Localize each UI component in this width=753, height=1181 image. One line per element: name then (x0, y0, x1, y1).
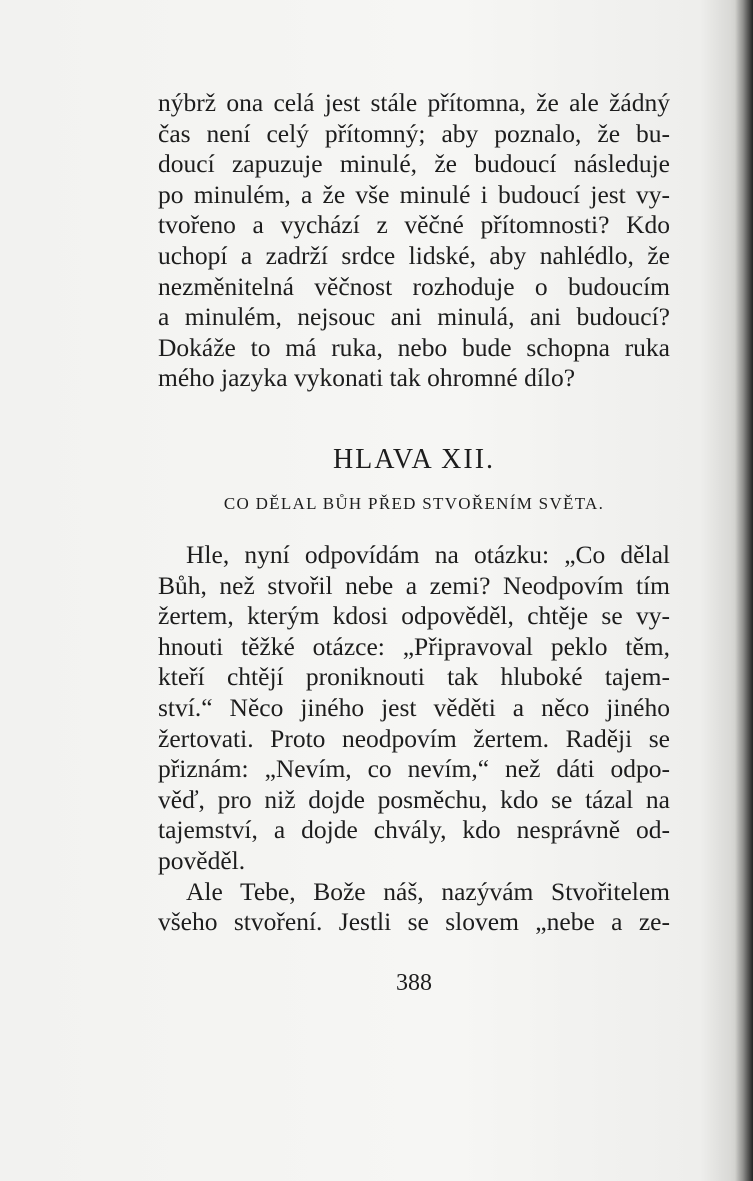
text-line: Hle, nyní odpovídám na otázku: „Co dělal (186, 540, 670, 569)
text-line: uchopí a zadrží srdce lidské, aby nahlédlo, že (158, 240, 670, 270)
book-spine-shadow (735, 0, 753, 1181)
text-line: po minulém, a že vše minulé i budoucí jest vy- (158, 179, 670, 209)
text-line: věď, pro niž dojde posměchu, kdo se tázal na (158, 784, 670, 814)
text-line: hnouti těžké otázce: „Připravoval peklo těm, (158, 631, 670, 661)
text-line: tajemství, a dojde chvály, kdo nesprávně od- (158, 815, 670, 845)
text-line: a minulém, nejsouc ani minulá, ani budoucí? (158, 302, 670, 332)
opening-paragraph (158, 88, 670, 394)
text-line: mého jazyka vykonati tak ohromné dílo? (158, 363, 576, 393)
text-line: Ale Tebe, Bože náš, nazývám Stvořitelem (186, 876, 670, 906)
text-line: všeho stvoření. Jestli se slovem „nebe a ze- (158, 907, 670, 937)
text-line: tvořeno a vychází z věčné přítomnosti? Kdo (158, 210, 670, 240)
text-line: žertem, kterým kdosi odpověděl, chtěje se vy- (158, 601, 670, 631)
text-line: pověděl. (158, 845, 246, 875)
chapter-title: HLAVA XII. (332, 444, 496, 475)
text-line: doucí zapuzuje minulé, že budoucí následuje (158, 149, 670, 179)
text-line: přiznám: „Nevím, co nevím,“ než dáti odpo- (158, 754, 670, 784)
text-line: žertovati. Proto neodpovím žertem. Raději se (158, 723, 670, 753)
text-line: kteří chtějí proniknouti tak hluboké tajem- (158, 662, 670, 692)
paragraph-1 (158, 540, 670, 877)
paragraph-2 (158, 877, 670, 938)
text-line: Bůh, než stvořil nebe a zemi? Neodpovím tím (158, 570, 670, 600)
text-line: ství.“ Něco jiného jest věděti a něco jiného (158, 692, 670, 722)
chapter-body (158, 540, 670, 938)
text-line: nezměnitelná věčnost rozhoduje o budoucím (158, 271, 670, 301)
chapter-subtitle: CO DĚLAL BŮH PŘED STVOŘENÍM SVĚTA. (223, 494, 605, 513)
text-line: Dokáže to má ruka, nebo bude schopna ruka (158, 332, 670, 362)
page-number: 388 (396, 970, 432, 996)
text-line: nýbrž ona celá jest stále přítomna, že ale žádný (158, 88, 670, 117)
text-line: čas není celý přítomný; aby poznalo, že bu- (158, 118, 670, 148)
